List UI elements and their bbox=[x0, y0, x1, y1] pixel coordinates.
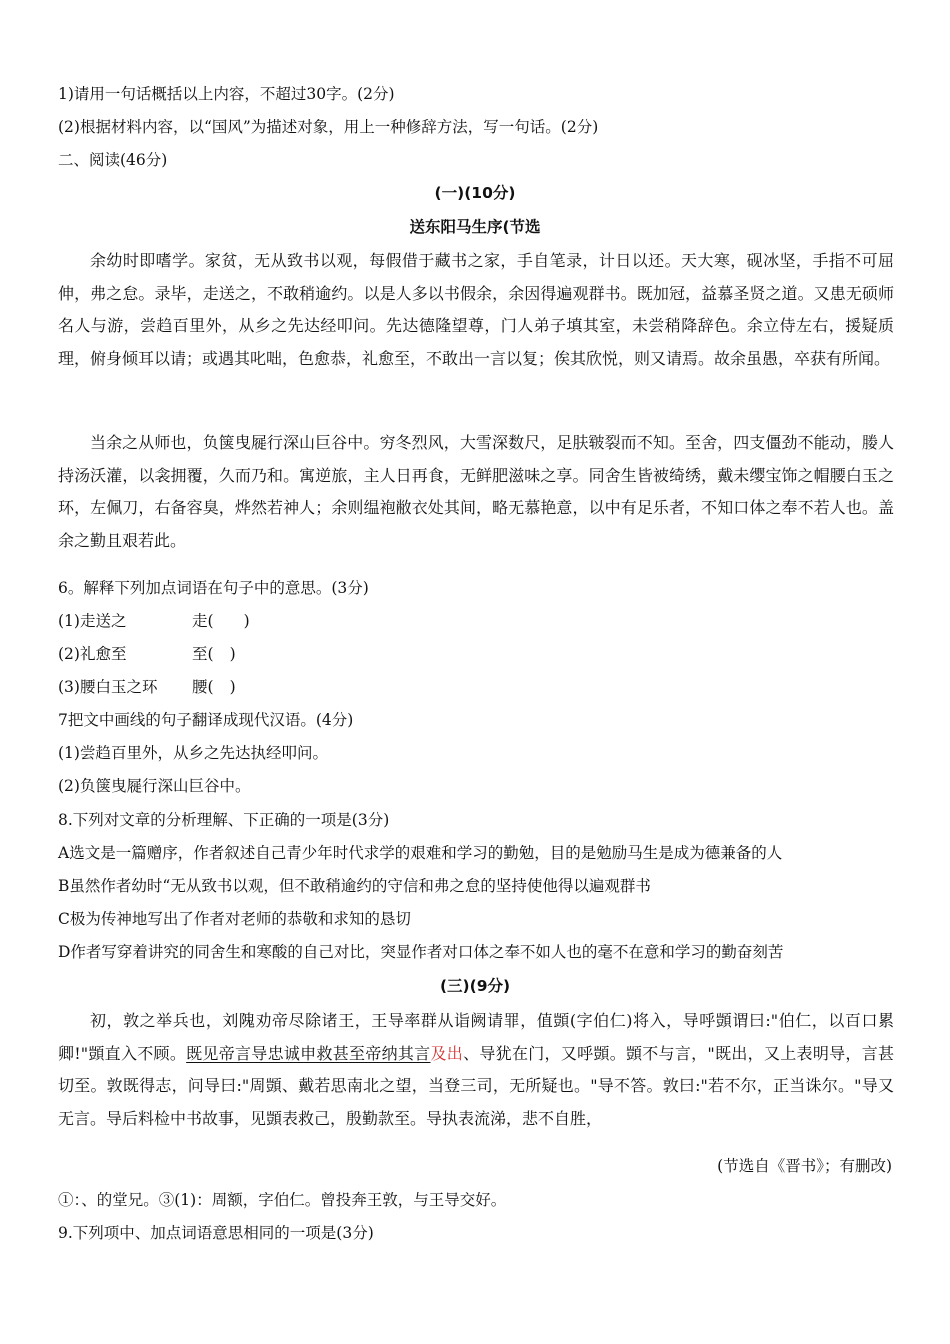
q6-item-close: ) bbox=[229, 645, 236, 663]
q6-item-2 bbox=[58, 644, 236, 664]
passage-paragraph-2: 当余之从师也，负箧曳屣行深山巨谷中。穷冬烈风，大雪深数尺，足肤皲裂而不知。至舍，四支僵劲不能动，媵人持汤沃灌，以衾拥覆，久而乃和。寓逆旅，主人日再食，无鲜肥滋味之享。同舍生皆被绮绣，戴未缨宝饰之帽腰白玉之环，左佩刀，右备容臭，烨然若神人；余则缊袍敝衣处其间，略无慕艳意，以中有足乐者，不知口体之奉不若人也。盖余之勤且艰若此。 bbox=[58, 433, 894, 550]
q8-option-c: C极为传神地写出了作者对老师的恭敬和求知的恳切 bbox=[58, 910, 411, 928]
highlighted-phrase: 及出 bbox=[430, 1043, 464, 1063]
question-6: 6。解释下列加点词语在句子中的意思。(3分) bbox=[58, 579, 369, 597]
jinshu-text-start: 初，敦之举兵也，刘隗劝帝尽除诸王，王导率群从诣阙请罪，值顗(字伯仁)将入，导呼顗谓曰:"伯仁，以百口累卿!"顗直入不顾。 bbox=[58, 1011, 894, 1063]
q6-item-3 bbox=[58, 677, 236, 697]
q6-item-close: ) bbox=[243, 612, 250, 630]
q7-item-2: (2)负箧曳屣行深山巨谷中。 bbox=[58, 777, 251, 795]
q7-item-1: (1)尝趋百里外，从乡之先达执经叩问。 bbox=[58, 744, 328, 762]
part-three-heading: (三)(9分) bbox=[439, 977, 511, 995]
q8-option-a: A选文是一篇赠序，作者叙述自己青少年时代求学的艰难和学习的勤勉，目的是勉励马生是成为德兼备的人 bbox=[58, 844, 783, 862]
jinshu-passage bbox=[58, 1005, 894, 1135]
q6-item-word: 至( bbox=[192, 645, 214, 663]
q6-item-text: (1)走送之 bbox=[58, 612, 127, 630]
q8-option-b: B虽然作者幼时“无从致书以观，但不敢稍逾约的守信和弗之怠的坚持使他得以遍观群书 bbox=[58, 877, 651, 895]
question-7: 7把文中画线的句子翻译成现代汉语。(4分) bbox=[58, 711, 354, 729]
question-9: 9.下列项中、加点词语意思相同的一项是(3分) bbox=[58, 1224, 374, 1242]
q6-item-text: (2)礼愈至 bbox=[58, 645, 127, 663]
q6-item-word: 腰( bbox=[192, 678, 214, 696]
rhetoric-question: (2)根据材料内容，以“国风”为描述对象，用上一种修辞方法，写一句话。(2分) bbox=[58, 118, 599, 136]
q6-item-close: ) bbox=[229, 678, 236, 696]
source-note: (节选自《晋书》；有删改) bbox=[717, 1157, 892, 1175]
q6-item-text: (3)腰白玉之环 bbox=[58, 678, 158, 696]
q6-item-word: 走( bbox=[192, 612, 214, 630]
passage-paragraph-1: 余幼时即嗜学。家贫，无从致书以观，每假借于藏书之家，手自笔录，计日以还。天大寒，砚冰坚，手指不可屈伸，弗之怠。录毕，走送之，不敢稍逾约。以是人多以书假余，余因得遍观群书。既加冠，益慕圣贤之道。又患无硕师名人与游，尝趋百里外，从乡之先达经叩问。先达德隆望尊，门人弟子填其室，未尝稍降辞色。余立侍左右，援疑质理，俯身倾耳以请；或遇其叱咄，色愈恭，礼愈至，不敢出一言以复；俟其欣悦，则又请焉。故余虽愚，卒获有所闻。 bbox=[58, 251, 894, 368]
summary-question: 1)请用一句话概括以上内容，不超过30字。(2分) bbox=[58, 85, 395, 103]
annotation-note: ①：、的堂兄。③(1)：周额，字伯仁。曾投奔王敦，与王导交好。 bbox=[58, 1191, 507, 1209]
q6-item-1 bbox=[58, 611, 250, 631]
passage-title: 送东阳马生序(节选 bbox=[409, 218, 541, 236]
q8-option-d: D作者写穿着讲究的同舍生和寒酸的自己对比，突显作者对口体之奉不如人也的毫不在意和学习的勤奋刻苦 bbox=[58, 943, 784, 961]
part-one-heading: (一)(10分) bbox=[434, 184, 516, 202]
jinshu-text-end: 、导犹在门，又呼顗。顗不与言，"既出，又上表明导，言甚切至。敦既得志，问导曰:"周顗、戴若思南北之望，当登三司，无所疑也。"导不答。敦曰:"若不尔，正当诛尔。"导又无言。导后料检中书故事，见顗表救己，殷勤款至。导执表流涕，悲不自胜， bbox=[58, 1043, 894, 1128]
reading-section-title: 二、阅读(46分) bbox=[58, 151, 168, 169]
question-8: 8.下列对文章的分析理解、下正确的一项是(3分) bbox=[58, 811, 390, 829]
underlined-sentence: 既见帝言导忠诚申救甚至帝纳其言 bbox=[186, 1043, 431, 1063]
